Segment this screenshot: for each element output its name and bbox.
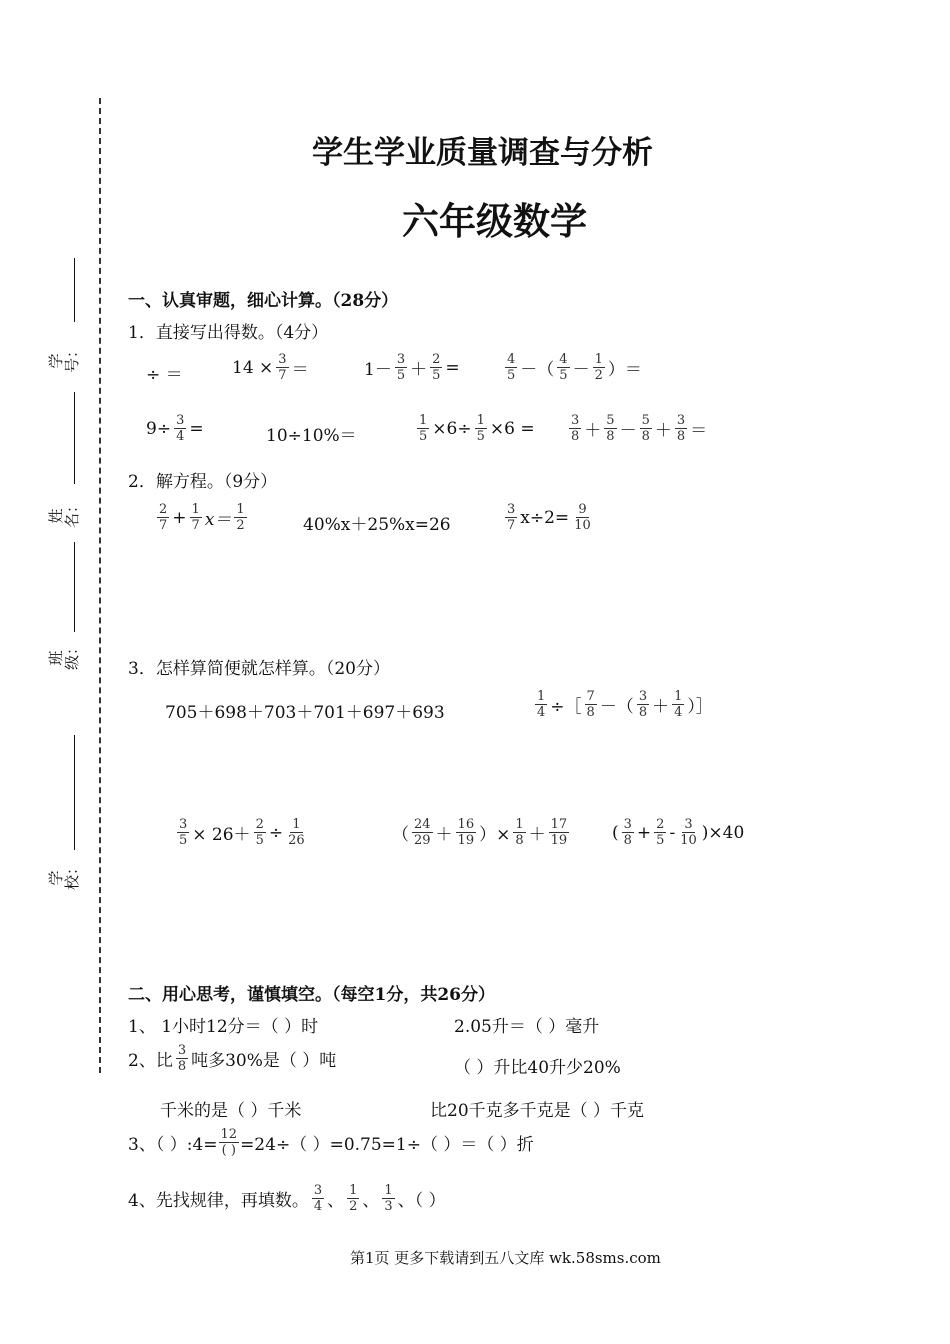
page-subtitle: 六年级数学 bbox=[402, 200, 587, 243]
school-label: 学校： bbox=[47, 859, 81, 890]
q3-item-d: （ 24 29 ＋ 16 19 ）× $\frac{1}{8}$ ＋ 17 19 bbox=[392, 817, 568, 848]
fill-2b: （ ）升比40升少20% bbox=[454, 1058, 621, 1078]
q1-item-h: 3 8 ＋ 5 8 － 5 8 ＋ 3 8 ＝ bbox=[571, 413, 708, 444]
q1-item-f: 10÷10%＝ bbox=[266, 426, 357, 446]
name-label: 姓名： bbox=[47, 497, 81, 528]
fill-1b: 2.05升＝（ ）毫升 bbox=[454, 1017, 600, 1037]
q2-item-a: 2 7 + $\frac{1}{7}$ x＝ 1 2 bbox=[159, 502, 245, 533]
q1-label: 1．直接写出得数。（4分） bbox=[128, 323, 329, 343]
binding-dashed-line bbox=[99, 98, 101, 1073]
fill-3: 3、（ ）:4= 12 ( ) =24÷（ ）=0.75=1÷（ ）＝（ ）折 bbox=[128, 1127, 534, 1158]
q1-item-a: ÷ ＝ bbox=[146, 365, 183, 385]
section1-heading: 一、认真审题，细心计算。（28分） bbox=[128, 291, 399, 311]
q3-item-e: ( 3 8 + $\frac{2}{5}$ - 3 10 )×40 bbox=[612, 817, 745, 848]
student-no-line bbox=[74, 258, 75, 322]
class-label: 班级： bbox=[47, 639, 81, 670]
q3-item-b: $\frac{1}{4}$ ÷［ 7 8 －（ 3 8 ＋ 1 4 ）］ bbox=[537, 689, 713, 720]
q2-item-b: 40%x＋25%x=26 bbox=[303, 515, 451, 535]
q3-item-a: 705＋698＋703＋701＋697＋693 bbox=[165, 703, 445, 723]
page-footer: 第1页 更多下载请到五八文库 wk.58sms.com bbox=[350, 1249, 661, 1267]
fill-2a: 2、比 3 8 吨多30%是（ ）吨 bbox=[128, 1043, 337, 1074]
name-line bbox=[74, 392, 75, 484]
q1-item-e: 9÷ $\frac{3}{4}$ = bbox=[146, 413, 204, 444]
q2-item-c: 3 7 x÷2= $\frac{9}{10}$ bbox=[507, 502, 591, 533]
q3-item-c: $\frac{3}{5}$ × 26＋ $\frac{2}{5}$ ÷ $\frac{1}{26}$ bbox=[179, 817, 305, 848]
q1-item-d: 4 5 －（ 4 5 － 1 2 ）＝ bbox=[507, 352, 642, 383]
fill-4: 4、先找规律，再填数。 3 4 、 1 2 、 1 3 、（ ） bbox=[128, 1183, 446, 1214]
school-line bbox=[74, 735, 75, 850]
class-line bbox=[74, 542, 75, 632]
q1-item-b: 14 × $\frac{3}{7}$ ＝ bbox=[232, 352, 309, 383]
q1-item-g: $\frac{1}{5}$ ×6÷ $\frac{1}{5}$ ×6 = bbox=[419, 413, 535, 444]
fraction: $\frac{3}{7}$ bbox=[278, 352, 287, 383]
section2-heading: 二、用心思考，谨慎填空。（每空1分，共26分） bbox=[128, 985, 495, 1005]
q2-label: 2．解方程。（9分） bbox=[128, 472, 278, 492]
student-no-label: 学号： bbox=[47, 342, 81, 373]
fill-2d: 比20千克多千克是（ ）千克 bbox=[430, 1101, 645, 1121]
fill-2c: 千米的是（ ）千米 bbox=[160, 1101, 302, 1121]
q3-label: 3．怎样算简便就怎样算。（20分） bbox=[128, 659, 390, 679]
page-title: 学生学业质量调查与分析 bbox=[312, 135, 653, 171]
q1-item-c: 1－ 3 5 ＋ $\frac{2}{5}$ = bbox=[364, 352, 460, 383]
fill-1a: 1、 1小时12分＝（ ）时 bbox=[128, 1017, 319, 1037]
